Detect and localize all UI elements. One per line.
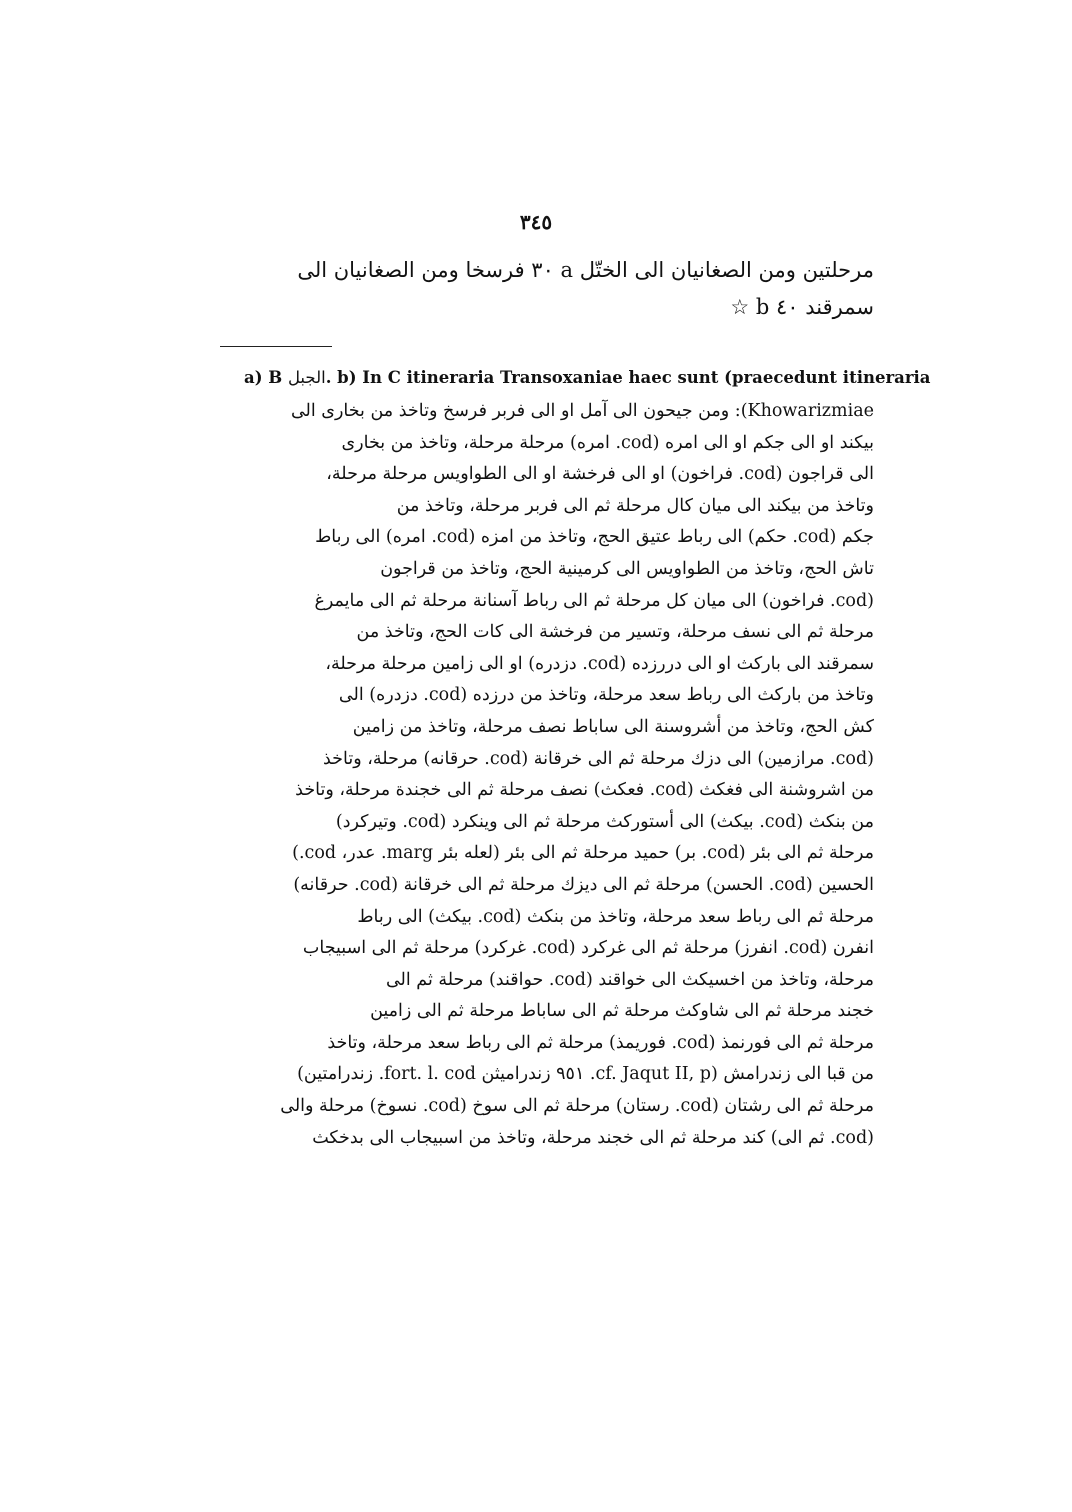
footnote-intro	[214, 366, 931, 390]
footnote-line: مرحلة ثم الى فورنمذ (cod. فوريمذ) مرحلة ثم الى رباط سعد مرحلة، وتاخذ	[327, 1032, 874, 1053]
footnote-intro-prefix: a) B	[244, 368, 288, 387]
main-text	[214, 252, 874, 326]
footnote-line: الحسين (cod. الحسن) مرحلة ثم الى ديزك مرحلة ثم الى خرقانة (cod. حرقانه)	[293, 874, 874, 895]
footnote-line: وتاخذ من بيكند الى ميان كال مرحلة ثم الى فربر مرحلة، وتاخذ من	[396, 495, 874, 516]
footnote-line: جكم (cod. حكم) الى رباط عتيق الحج، وتاخذ من امزه (cod. امره) الى رباط	[315, 527, 874, 548]
footnote-line: وتاخذ من باركث الى رباط سعد مرحلة، وتاخذ من درزده (cod. دزدره) الى	[338, 685, 874, 706]
footnote-intro-suffix: . b) In C itineraria Transoxaniae haec sunt (praecedunt itineraria	[325, 368, 931, 387]
footnote-line: (cod. ثم الى) كند مرحلة ثم الى خجند مرحلة، وتاخذ من اسبيجاب الى بدخكث	[312, 1127, 874, 1148]
footnote-line: خجند مرحلة ثم الى شاوكث مرحلة ثم الى ساباط مرحلة ثم الى زامين	[370, 1001, 874, 1022]
footnote-intro-arabic: الجبل	[287, 368, 326, 387]
footnote-divider	[220, 346, 332, 347]
footnote-line: من قبا الى زندرامش (cf. Jaqut II, p. ٩٥١ زندرامیثن fort. l. cod. زندرامتين)	[297, 1064, 874, 1085]
footnote-line: مرحلة ثم الى نسف مرحلة، وتسير من فرخشة الى كات الحج، وتاخذ من	[356, 622, 874, 643]
main-text-line: مرحلتين ومن الصغانيان الى الختّل a ٣٠ فرسخا ومن الصغانيان الى	[297, 258, 874, 282]
page-number: ٣٤٥	[519, 210, 553, 234]
footnote-line: (cod. فراخون) الى ميان كل مرحلة ثم الى رباط آسنانة مرحلة ثم الى مايمرغ	[314, 590, 874, 611]
footnote-line: من بنكث (cod. بيكث) الى أستورکث مرحلة ثم الى وينكرد (cod. وتيرکرد)	[335, 811, 874, 832]
footnote-line: كش الحج، وتاخذ من أشروسنة الى ساباط نصف مرحلة، وتاخذ من زامين	[352, 716, 874, 737]
footnote-line: بيكند او الى جكم او الى امره (cod. امره) مرحلة مرحلة، وتاخذ من بخارى	[341, 432, 874, 453]
footnote-line: مرحلة ثم الى رشتان (cod. رستان) مرحلة ثم الى سوخ (cod. نسوخ) مرحلة والى	[280, 1096, 874, 1117]
footnotes	[214, 366, 931, 1154]
footnote-line: (cod. مرازمين) الى دزك مرحلة ثم الى خرقانة (cod. حرقانه) مرحلة، وتاخذ	[323, 748, 874, 769]
footnote-line: سمرقند الى باركث او الى دررزده (cod. دزدره) او الى زامين مرحلة مرحلة،	[325, 653, 874, 674]
footnote-line: مرحلة ثم الى رباط سعد مرحلة، وتاخذ من بنكث (cod. بيكث) الى رباط	[357, 906, 874, 927]
footnote-line: مرحلة ثم الى بئر (cod. بر) حميد مرحلة ثم الى بئر (لعله بئر marg. عدر، cod.)	[292, 843, 874, 864]
footnote-line: انفرن (cod. انفرز) مرحلة ثم الى غركرد (cod. غركرد) مرحلة ثم الى اسبيجاب	[302, 938, 874, 959]
footnote-line: مرحلة، وتاخذ من اخسيكث الى خواقند (cod. حواقند) مرحلة ثم الى	[385, 969, 874, 990]
footnote-line: Khowarizmiae): ومن جيحون الى آمل او الى فربر فرسخ وتاخذ من بخارى الى	[290, 401, 874, 421]
main-text-line: سمرقند ٤٠ b ☆	[730, 295, 874, 319]
footnote-line: الى قراجون (cod. فراخون) او الى فرخشة او الى الطواويس مرحلة مرحلة،	[326, 464, 874, 485]
footnote-line: من اشروشنة الى فغكث (cod. فعكث) نصف مرحلة ثم الى خجندة مرحلة، وتاخذ	[295, 780, 874, 801]
footnote-line: تاش الحج، وتاخذ من الطواويس الى كرمينية الحج، وتاخذ من قراجون	[380, 558, 874, 579]
